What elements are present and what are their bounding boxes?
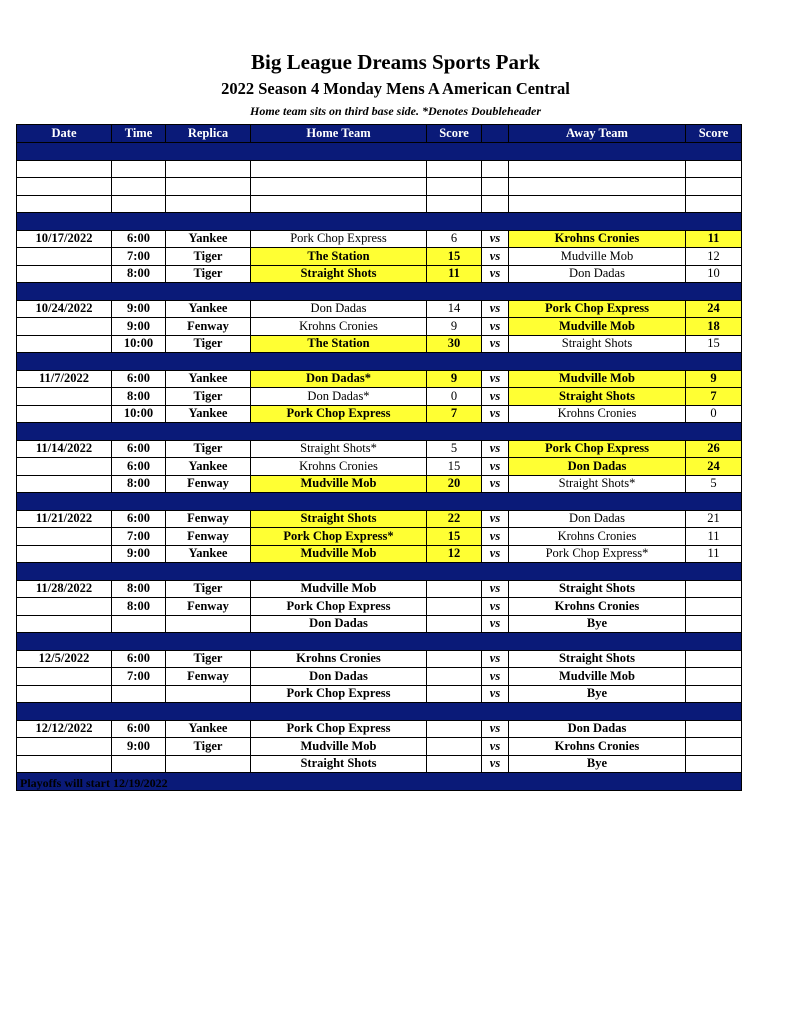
- vs-cell: vs: [482, 668, 509, 686]
- home-score-cell: 15: [427, 528, 482, 546]
- away-team-cell: Krohns Cronies: [509, 598, 686, 616]
- home-team-cell: [251, 195, 427, 213]
- date-cell: [17, 755, 112, 773]
- away-score-cell: 15: [686, 335, 742, 353]
- away-score-cell: 18: [686, 318, 742, 336]
- home-score-cell: 14: [427, 300, 482, 318]
- time-cell: 6:00: [112, 440, 166, 458]
- field-cell: Yankee: [166, 720, 251, 738]
- field-cell: Yankee: [166, 300, 251, 318]
- home-team-cell: Straight Shots: [251, 755, 427, 773]
- game-row: [17, 738, 742, 756]
- home-team-cell: Don Dadas: [251, 615, 427, 633]
- vs-cell: vs: [482, 528, 509, 546]
- away-score-cell: 10: [686, 265, 742, 283]
- date-cell: [17, 335, 112, 353]
- home-team-cell: Pork Chop Express*: [251, 528, 427, 546]
- home-team-cell: Pork Chop Express: [251, 685, 427, 703]
- date-cell: 10/24/2022: [17, 300, 112, 318]
- away-team-cell: Krohns Cronies: [509, 528, 686, 546]
- away-team-cell: Straight Shots*: [509, 475, 686, 493]
- home-team-cell: Pork Chop Express: [251, 230, 427, 248]
- field-cell: [166, 755, 251, 773]
- game-row: [17, 178, 742, 196]
- game-row: [17, 405, 742, 423]
- away-team-cell: [509, 160, 686, 178]
- time-cell: 10:00: [112, 405, 166, 423]
- home-team-cell: Krohns Cronies: [251, 458, 427, 476]
- date-cell: [17, 318, 112, 336]
- time-cell: 7:00: [112, 668, 166, 686]
- field-cell: Yankee: [166, 545, 251, 563]
- vs-cell: [482, 160, 509, 178]
- field-cell: [166, 195, 251, 213]
- time-cell: 9:00: [112, 318, 166, 336]
- field-cell: Yankee: [166, 370, 251, 388]
- game-row: [17, 755, 742, 773]
- separator-cell: [17, 563, 742, 581]
- date-cell: 10/17/2022: [17, 230, 112, 248]
- week-separator-band: [17, 283, 742, 301]
- away-score-cell: 24: [686, 300, 742, 318]
- time-cell: 6:00: [112, 370, 166, 388]
- away-team-cell: Don Dadas: [509, 458, 686, 476]
- home-score-cell: 0: [427, 388, 482, 406]
- away-score-cell: [686, 195, 742, 213]
- away-score-cell: 26: [686, 440, 742, 458]
- away-team-cell: Krohns Cronies: [509, 738, 686, 756]
- date-cell: [17, 248, 112, 266]
- home-team-cell: Krohns Cronies: [251, 650, 427, 668]
- field-cell: Tiger: [166, 265, 251, 283]
- away-score-cell: 12: [686, 248, 742, 266]
- field-cell: Tiger: [166, 580, 251, 598]
- separator-cell: [17, 423, 742, 441]
- vs-cell: vs: [482, 580, 509, 598]
- home-score-cell: 22: [427, 510, 482, 528]
- away-team-cell: Mudville Mob: [509, 248, 686, 266]
- home-score-cell: 11: [427, 265, 482, 283]
- time-cell: 8:00: [112, 265, 166, 283]
- field-cell: [166, 615, 251, 633]
- field-cell: Fenway: [166, 318, 251, 336]
- away-score-cell: 5: [686, 475, 742, 493]
- week-separator-band: [17, 633, 742, 651]
- away-team-cell: Bye: [509, 755, 686, 773]
- time-cell: [112, 615, 166, 633]
- home-score-cell: [427, 580, 482, 598]
- home-score-cell: 7: [427, 405, 482, 423]
- vs-cell: vs: [482, 510, 509, 528]
- vs-cell: vs: [482, 265, 509, 283]
- field-cell: Yankee: [166, 230, 251, 248]
- game-row: [17, 160, 742, 178]
- schedule-note: Home team sits on third base side. *Denotes Doubleheader: [250, 104, 541, 118]
- away-team-cell: [509, 195, 686, 213]
- time-cell: 8:00: [112, 598, 166, 616]
- vs-cell: vs: [482, 230, 509, 248]
- home-team-cell: Pork Chop Express: [251, 720, 427, 738]
- vs-cell: vs: [482, 685, 509, 703]
- game-row: [17, 510, 742, 528]
- time-cell: [112, 685, 166, 703]
- home-score-cell: 6: [427, 230, 482, 248]
- date-cell: 11/14/2022: [17, 440, 112, 458]
- vs-cell: vs: [482, 545, 509, 563]
- away-team-cell: Straight Shots: [509, 335, 686, 353]
- field-cell: Fenway: [166, 475, 251, 493]
- separator-cell: [17, 213, 742, 231]
- vs-cell: vs: [482, 248, 509, 266]
- away-team-cell: Straight Shots: [509, 388, 686, 406]
- field-cell: [166, 178, 251, 196]
- away-score-cell: [686, 178, 742, 196]
- date-cell: [17, 615, 112, 633]
- away-score-cell: 9: [686, 370, 742, 388]
- home-score-cell: [427, 160, 482, 178]
- time-cell: 6:00: [112, 650, 166, 668]
- game-row: [17, 318, 742, 336]
- date-cell: 12/5/2022: [17, 650, 112, 668]
- week-separator-band: [17, 493, 742, 511]
- schedule-body: [17, 143, 742, 791]
- header-row: [17, 125, 742, 143]
- game-row: [17, 650, 742, 668]
- game-row: [17, 720, 742, 738]
- field-cell: Tiger: [166, 738, 251, 756]
- away-score-cell: 21: [686, 510, 742, 528]
- away-team-cell: Mudville Mob: [509, 668, 686, 686]
- time-cell: 6:00: [112, 458, 166, 476]
- away-team-cell: Krohns Cronies: [509, 405, 686, 423]
- home-team-cell: Don Dadas*: [251, 388, 427, 406]
- schedule-table: [16, 124, 742, 791]
- game-row: [17, 300, 742, 318]
- game-row: [17, 248, 742, 266]
- vs-cell: vs: [482, 650, 509, 668]
- away-team-cell: Mudville Mob: [509, 318, 686, 336]
- separator-cell: [17, 703, 742, 721]
- time-cell: 9:00: [112, 300, 166, 318]
- home-score-cell: 15: [427, 248, 482, 266]
- game-row: [17, 528, 742, 546]
- field-cell: Fenway: [166, 598, 251, 616]
- date-cell: 11/7/2022: [17, 370, 112, 388]
- field-cell: Fenway: [166, 510, 251, 528]
- date-cell: [17, 265, 112, 283]
- column-header-home-score: Score: [427, 125, 482, 143]
- field-cell: Tiger: [166, 650, 251, 668]
- separator-cell: [17, 633, 742, 651]
- vs-cell: [482, 195, 509, 213]
- away-score-cell: [686, 755, 742, 773]
- vs-cell: vs: [482, 755, 509, 773]
- home-team-cell: Mudville Mob: [251, 738, 427, 756]
- game-row: [17, 685, 742, 703]
- away-team-cell: Mudville Mob: [509, 370, 686, 388]
- date-cell: [17, 475, 112, 493]
- separator-cell: [17, 493, 742, 511]
- week-separator-band: [17, 703, 742, 721]
- vs-cell: vs: [482, 598, 509, 616]
- column-header-date: Date: [17, 125, 112, 143]
- week-separator-band: [17, 143, 742, 161]
- game-row: [17, 335, 742, 353]
- date-cell: [17, 458, 112, 476]
- vs-cell: [482, 178, 509, 196]
- away-score-cell: 24: [686, 458, 742, 476]
- game-row: [17, 265, 742, 283]
- home-team-cell: Pork Chop Express: [251, 598, 427, 616]
- field-cell: Tiger: [166, 335, 251, 353]
- away-team-cell: Straight Shots: [509, 650, 686, 668]
- field-cell: Tiger: [166, 440, 251, 458]
- column-header-away-score: Score: [686, 125, 742, 143]
- away-score-cell: [686, 650, 742, 668]
- home-score-cell: [427, 650, 482, 668]
- home-score-cell: [427, 685, 482, 703]
- away-score-cell: [686, 160, 742, 178]
- time-cell: 6:00: [112, 230, 166, 248]
- home-team-cell: Mudville Mob: [251, 545, 427, 563]
- home-team-cell: Pork Chop Express: [251, 405, 427, 423]
- home-score-cell: [427, 738, 482, 756]
- away-team-cell: Pork Chop Express: [509, 440, 686, 458]
- date-cell: [17, 178, 112, 196]
- away-score-cell: [686, 685, 742, 703]
- week-separator-band: [17, 353, 742, 371]
- home-score-cell: [427, 615, 482, 633]
- date-cell: [17, 528, 112, 546]
- away-team-cell: Don Dadas: [509, 720, 686, 738]
- away-score-cell: 11: [686, 230, 742, 248]
- date-cell: [17, 160, 112, 178]
- field-cell: Tiger: [166, 248, 251, 266]
- column-header-time: Time: [112, 125, 166, 143]
- time-cell: 9:00: [112, 738, 166, 756]
- vs-cell: vs: [482, 335, 509, 353]
- game-row: [17, 458, 742, 476]
- field-cell: Yankee: [166, 405, 251, 423]
- home-team-cell: Krohns Cronies: [251, 318, 427, 336]
- home-score-cell: 9: [427, 370, 482, 388]
- home-score-cell: [427, 178, 482, 196]
- vs-cell: vs: [482, 458, 509, 476]
- field-cell: Yankee: [166, 458, 251, 476]
- game-row: [17, 475, 742, 493]
- home-score-cell: [427, 195, 482, 213]
- vs-cell: vs: [482, 475, 509, 493]
- home-score-cell: 5: [427, 440, 482, 458]
- time-cell: 8:00: [112, 580, 166, 598]
- game-row: [17, 545, 742, 563]
- away-score-cell: [686, 580, 742, 598]
- away-team-cell: Bye: [509, 685, 686, 703]
- vs-cell: vs: [482, 318, 509, 336]
- home-team-cell: The Station: [251, 248, 427, 266]
- home-team-cell: Don Dadas: [251, 668, 427, 686]
- game-row: [17, 598, 742, 616]
- vs-cell: vs: [482, 440, 509, 458]
- date-cell: 12/12/2022: [17, 720, 112, 738]
- time-cell: 9:00: [112, 545, 166, 563]
- away-score-cell: 11: [686, 545, 742, 563]
- home-team-cell: Mudville Mob: [251, 475, 427, 493]
- date-cell: [17, 668, 112, 686]
- separator-cell: [17, 353, 742, 371]
- time-cell: [112, 160, 166, 178]
- page-subtitle: 2022 Season 4 Monday Mens A American Central: [221, 79, 570, 98]
- home-team-cell: Straight Shots: [251, 510, 427, 528]
- away-team-cell: Straight Shots: [509, 580, 686, 598]
- away-score-cell: [686, 668, 742, 686]
- time-cell: 8:00: [112, 388, 166, 406]
- date-cell: [17, 388, 112, 406]
- away-team-cell: [509, 178, 686, 196]
- separator-cell: [17, 283, 742, 301]
- time-cell: [112, 195, 166, 213]
- game-row: [17, 615, 742, 633]
- home-score-cell: 15: [427, 458, 482, 476]
- game-row: [17, 440, 742, 458]
- playoffs-note: Playoffs will start 12/19/2022: [20, 776, 168, 790]
- field-cell: Fenway: [166, 528, 251, 546]
- time-cell: [112, 755, 166, 773]
- time-cell: [112, 178, 166, 196]
- vs-cell: vs: [482, 370, 509, 388]
- field-cell: [166, 685, 251, 703]
- away-team-cell: Don Dadas: [509, 265, 686, 283]
- separator-cell: [17, 143, 742, 161]
- field-cell: Tiger: [166, 388, 251, 406]
- away-score-cell: [686, 738, 742, 756]
- time-cell: 6:00: [112, 510, 166, 528]
- vs-cell: vs: [482, 388, 509, 406]
- away-team-cell: Bye: [509, 615, 686, 633]
- home-score-cell: 20: [427, 475, 482, 493]
- date-cell: [17, 545, 112, 563]
- vs-cell: vs: [482, 405, 509, 423]
- week-separator-band: [17, 423, 742, 441]
- time-cell: 10:00: [112, 335, 166, 353]
- date-cell: [17, 195, 112, 213]
- time-cell: 7:00: [112, 528, 166, 546]
- home-score-cell: [427, 720, 482, 738]
- away-score-cell: [686, 720, 742, 738]
- home-team-cell: Don Dadas: [251, 300, 427, 318]
- home-score-cell: 9: [427, 318, 482, 336]
- home-team-cell: Mudville Mob: [251, 580, 427, 598]
- time-cell: 8:00: [112, 475, 166, 493]
- away-score-cell: 11: [686, 528, 742, 546]
- away-score-cell: [686, 598, 742, 616]
- vs-cell: vs: [482, 738, 509, 756]
- away-team-cell: Pork Chop Express: [509, 300, 686, 318]
- vs-cell: vs: [482, 720, 509, 738]
- home-team-cell: Straight Shots: [251, 265, 427, 283]
- away-team-cell: Krohns Cronies: [509, 230, 686, 248]
- column-header-replica: Replica: [166, 125, 251, 143]
- week-separator-band: [17, 213, 742, 231]
- home-team-cell: The Station: [251, 335, 427, 353]
- date-cell: 11/28/2022: [17, 580, 112, 598]
- away-score-cell: 7: [686, 388, 742, 406]
- home-score-cell: 30: [427, 335, 482, 353]
- column-header-home-team: Home Team: [251, 125, 427, 143]
- game-row: [17, 370, 742, 388]
- away-score-cell: [686, 615, 742, 633]
- home-team-cell: Don Dadas*: [251, 370, 427, 388]
- time-cell: 7:00: [112, 248, 166, 266]
- game-row: [17, 668, 742, 686]
- column-header-vs: [482, 125, 509, 143]
- home-score-cell: [427, 755, 482, 773]
- home-score-cell: [427, 668, 482, 686]
- column-header-away-team: Away Team: [509, 125, 686, 143]
- away-team-cell: Don Dadas: [509, 510, 686, 528]
- date-cell: [17, 685, 112, 703]
- home-score-cell: 12: [427, 545, 482, 563]
- field-cell: Fenway: [166, 668, 251, 686]
- vs-cell: vs: [482, 615, 509, 633]
- home-team-cell: [251, 160, 427, 178]
- date-cell: [17, 405, 112, 423]
- game-row: [17, 230, 742, 248]
- vs-cell: vs: [482, 300, 509, 318]
- home-team-cell: Straight Shots*: [251, 440, 427, 458]
- date-cell: [17, 598, 112, 616]
- week-separator-band: [17, 563, 742, 581]
- date-cell: [17, 738, 112, 756]
- time-cell: 6:00: [112, 720, 166, 738]
- game-row: [17, 195, 742, 213]
- field-cell: [166, 160, 251, 178]
- home-team-cell: [251, 178, 427, 196]
- home-score-cell: [427, 598, 482, 616]
- game-row: [17, 388, 742, 406]
- game-row: [17, 580, 742, 598]
- away-score-cell: 0: [686, 405, 742, 423]
- page-title: Big League Dreams Sports Park: [251, 50, 540, 74]
- away-team-cell: Pork Chop Express*: [509, 545, 686, 563]
- date-cell: 11/21/2022: [17, 510, 112, 528]
